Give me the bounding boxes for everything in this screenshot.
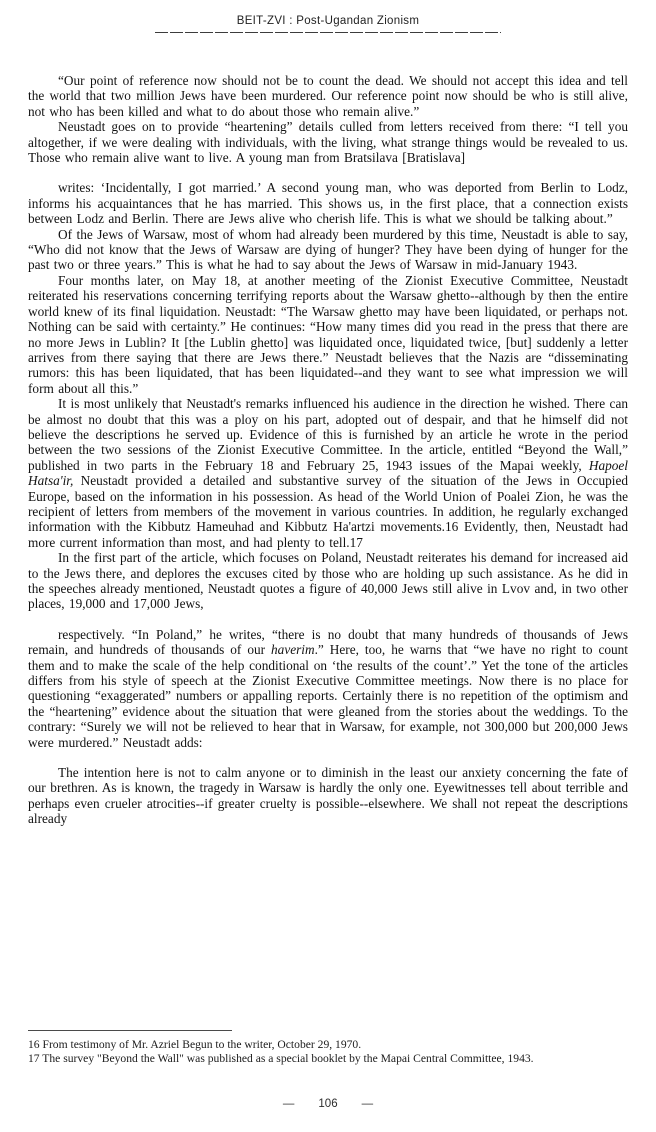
page-header	[0, 15, 656, 33]
text-run: “Our point of reference now should not be to count the dead. We should not accept this idea and tell the world that two million Jews have been murdered. Our reference point now should be who is still alive, not who has been killed and what to do about those who remain alive.”	[28, 73, 628, 119]
text-run: The intention here is not to calm anyone or to diminish in the least our anxiety concerning the fate of our brethren. As is known, the tragedy in Warsaw is hardly the only one. Eyewitnesses tell about terrible and perhaps even crueler atrocities--if greater cruelty is possible--elsewhere. We shall not repeat the descriptions already	[28, 765, 628, 827]
paragraph	[28, 550, 628, 612]
paragraph	[28, 273, 628, 396]
paragraph	[28, 119, 628, 165]
footnote-item: 17 The survey "Beyond the Wall" was published as a special booklet by the Mapai Central Committee, 1943.	[28, 1051, 534, 1065]
paragraph	[28, 73, 628, 119]
footer-dash-right: —	[361, 1098, 374, 1110]
document-body	[28, 73, 628, 827]
footnote-area	[28, 1030, 628, 1066]
page-number: 106	[318, 1098, 338, 1110]
paragraph	[28, 765, 628, 827]
text-run: respectively. “In Poland,” he writes, “there is no doubt that many hundreds of thousands of Jews remain, and hundreds of thousands of our	[28, 626, 628, 658]
paragraph	[28, 227, 628, 273]
text-run: Hapoel Hatsa'ir,	[28, 457, 628, 489]
footnote-list	[28, 1038, 628, 1066]
footnote-item: 16 From testimony of Mr. Azriel Begun to the writer, October 29, 1970.	[28, 1038, 362, 1051]
page-footer	[0, 1098, 656, 1110]
text-run: .” Here, too, he warns that “we have no right to count them and to make the scale of the help conditional on ‘the results of the count’.” Yet the tone of the articles differs from his style of speech at the Zionist Executive Committee meetings. Now there is no place for questioning “exaggerated” numbers or appalling reports. Certainly there is no repetition of the optimism and the “heartening” evidence about the situation that were gleaned from the stories about the weddings. To the contrary: “Surely we will not be relieved to hear that in Warsaw, for example, not 300,000 but 200,000 Jews were murdered.” Neustadt adds:	[28, 642, 628, 750]
header-rule	[155, 32, 501, 33]
footnote-rule	[28, 1030, 232, 1031]
text-run: Neustadt goes on to provide “heartening” details culled from letters received from there: “I tell you altogether, if we were dealing with individuals, with the living, what strange things would be revealed to us. Those who remain alive want to live. A young man from Bratsilava [Bratislava]	[28, 119, 628, 166]
text-run: Four months later, on May 18, at another meeting of the Zionist Executive Committee, Neustadt reiterated his reservations concerning terrifying reports about the Warsaw ghetto--although by then the entire world knew of its final liquidation. Neustadt: “The Warsaw ghetto may have been liquidated, or perhaps not. Nothing can be said with certainty.” He continues: “How many times did you read in the press that there are no more Jews in Lublin? It [the Lublin ghetto] was liquidated once, liquidated twice, [but] suddenly a letter arrives from there saying that there are Jews there.” Neustadt believes that the Nazis are “disseminating rumors: this has been liquidated, that has been liquidated--and they want to see what impression we will form about all this.”	[28, 272, 628, 396]
text-run: In the first part of the article, which focuses on Poland, Neustadt reiterates his demand for increased aid to the Jews there, and deplores the excuses cited by those who are holding up such assistance. As he did in the speeches already mentioned, Neustadt quotes a figure of 40,000 Jews still alive in Lvov and, in two other places, 19,000 and 17,000 Jews,	[28, 550, 628, 612]
paragraph	[28, 627, 628, 750]
text-run: Of the Jews of Warsaw, most of whom had already been murdered by this time, Neustadt is able to say, “Who did not know that the Jews of Warsaw are dying of hunger? They have been dying of hunger for the past two or three years.” This is what he had to say about the Jews of Warsaw in mid-January 1943.	[28, 226, 628, 273]
footer-dash-left: —	[282, 1098, 295, 1110]
running-head-title: BEIT-ZVI : Post-Ugandan Zionism	[236, 15, 420, 27]
text-run: writes: ‘Incidentally, I got married.’ A second young man, who was deported from Berlin to Lodz, informs his acquaintances that he has married. This shows us, in the first place, that a connection exists between Lodz and Berlin. There are Jews alive who cherish life. This is what we should be talking about.”	[28, 180, 628, 227]
text-run: It is most unlikely that Neustadt's remarks influenced his audience in the direction he wished. There can be almost no doubt that this was a ploy on his part, adopted out of despair, and that he himself did not believe the descriptions he served up. Evidence of this is furnished by an article he wrote in the period between the two sessions of the Zionist Executive Committee. In the article, entitled “Beyond the Wall,” published in two parts in the February 18 and February 25, 1943 issues of the Mapai weekly,	[28, 396, 628, 473]
paragraph	[28, 180, 628, 226]
text-run: haverim	[271, 642, 315, 658]
paragraph	[28, 396, 628, 550]
text-run: Neustadt provided a detailed and substantive survey of the situation of the Jews in Occupied Europe, based on the information in his possession. As head of the World Union of Poalei Zion, he was the recipient of letters from members of the movement in various countries. In addition, he regularly exchanged information with the Kibbutz Hameuhad and Kibbutz Ha'artzi movements.16 Evidently, then, Neustadt had more current information than most, and had plenty to tell.17	[28, 473, 628, 550]
